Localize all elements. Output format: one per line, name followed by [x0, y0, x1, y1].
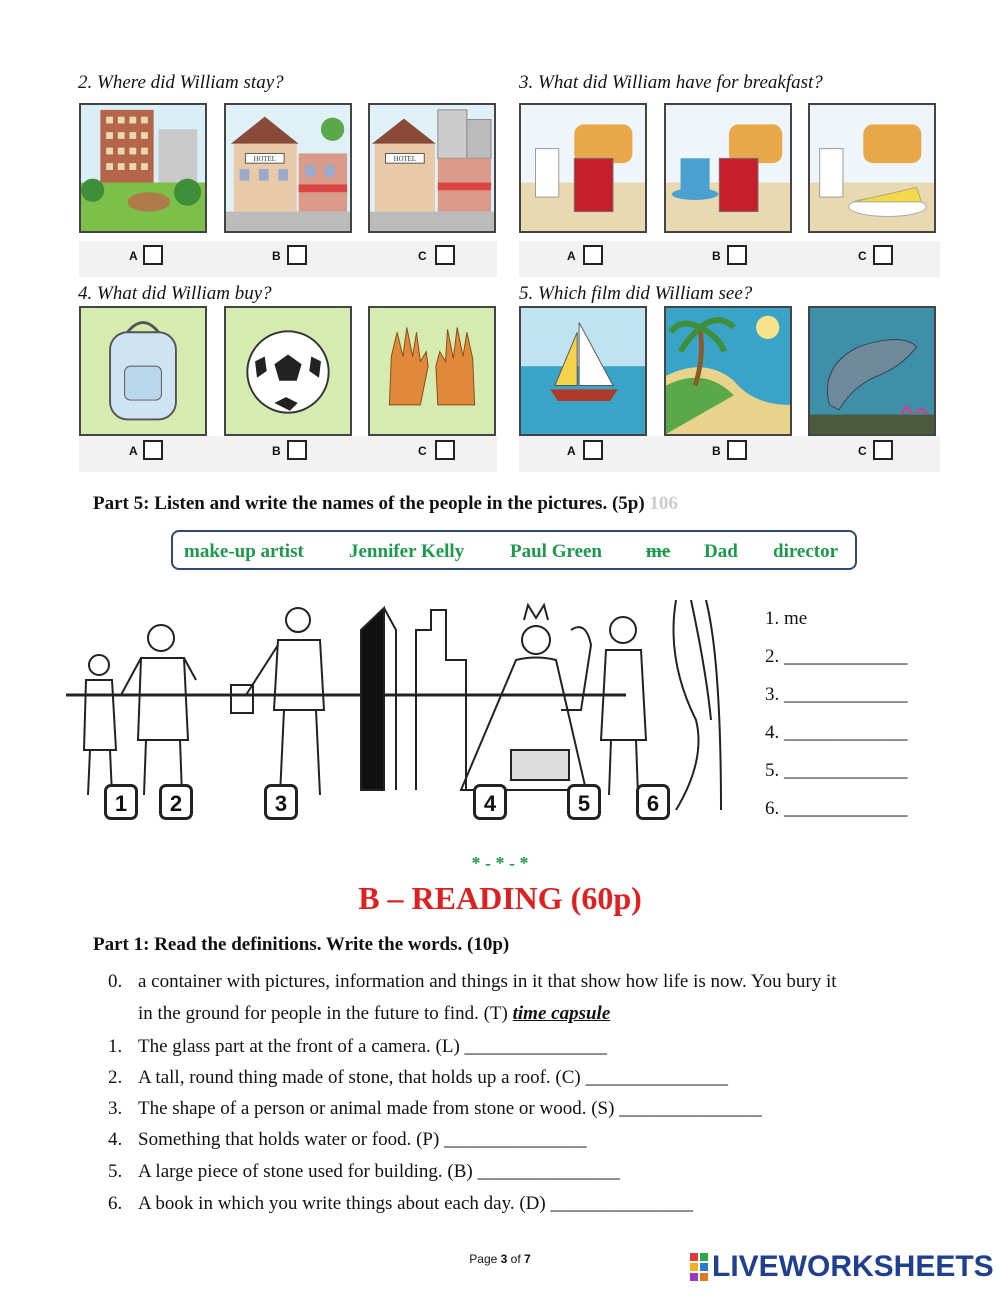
option-a-checkbox[interactable] — [583, 440, 603, 460]
part-5-heading — [93, 493, 678, 515]
item-number: 3. — [108, 1098, 123, 1119]
svg-text:HOTEL: HOTEL — [253, 156, 276, 164]
section-separator: * - * - * — [471, 853, 529, 873]
option-b-checkbox[interactable] — [727, 245, 747, 265]
option-label: A — [129, 249, 138, 263]
item-number: 2. — [108, 1067, 123, 1088]
option-b-checkbox[interactable] — [727, 440, 747, 460]
example-line-1: a container with pictures, information and things in it that show how life is now. You bury it — [138, 971, 837, 992]
example-answer: time capsule — [512, 1003, 611, 1024]
answer-line-3[interactable]: 3. _____________ — [765, 684, 908, 705]
footer-prefix: Page — [469, 1252, 501, 1266]
option-label: C — [418, 249, 427, 263]
option-c-checkbox[interactable] — [435, 440, 455, 460]
person-number: 2 — [159, 784, 193, 820]
liveworksheets-logo[interactable] — [690, 1252, 994, 1282]
milk-bread-jam-picture — [519, 103, 647, 233]
word-item: Paul Green — [510, 541, 603, 562]
question-2-options — [79, 241, 497, 277]
option-a-checkbox[interactable] — [143, 245, 163, 265]
logo-text: LIVEWORKSHEETS — [712, 1250, 994, 1283]
hotel-picture — [224, 103, 352, 233]
milk-bread-cheese-picture — [808, 103, 936, 233]
backpack-picture — [79, 306, 207, 436]
question-4-title: 4. What did William buy? — [78, 283, 272, 304]
option-label: A — [129, 444, 138, 458]
answer-line-4[interactable]: 4. _____________ — [765, 722, 908, 743]
option-label: A — [567, 249, 576, 263]
person-number: 5 — [567, 784, 601, 820]
item-text[interactable]: A large piece of stone used for building. (B) _______________ — [138, 1161, 620, 1182]
option-label: C — [858, 444, 867, 458]
option-label: B — [272, 444, 281, 458]
word-item: director — [773, 541, 839, 562]
item-text[interactable]: The glass part at the front of a camera. (L) _______________ — [138, 1036, 608, 1057]
question-5-title: 5. Which film did William see? — [519, 283, 753, 304]
part-1-title: Part 1: Read the definitions. Write the words. (10p) — [93, 934, 510, 955]
option-label: C — [858, 249, 867, 263]
option-a-checkbox[interactable] — [143, 440, 163, 460]
word-item: make-up artist — [184, 541, 304, 562]
question-2-title: 2. Where did William stay? — [78, 72, 284, 93]
example-number: 0. — [108, 971, 123, 992]
option-a-checkbox[interactable] — [583, 245, 603, 265]
answer-line-2[interactable]: 2. _____________ — [765, 646, 908, 667]
word-box — [171, 530, 857, 570]
person-number: 3 — [264, 784, 298, 820]
answer-line-1: 1. me — [765, 608, 808, 629]
answer-line-5[interactable]: 5. _____________ — [765, 760, 908, 781]
item-number: 5. — [108, 1161, 123, 1182]
item-text[interactable]: The shape of a person or animal made from stone or wood. (S) _______________ — [138, 1098, 762, 1119]
item-number: 1. — [108, 1036, 123, 1057]
option-b-checkbox[interactable] — [287, 440, 307, 460]
word-item: Jennifer Kelly — [349, 541, 465, 562]
part-5-title: Part 5: Listen and write the names of the people in the pictures. (5p) — [93, 493, 645, 514]
question-3-options — [519, 241, 940, 277]
question-5-options — [519, 436, 940, 472]
total-pages: 7 — [524, 1252, 531, 1266]
person-number: 1 — [104, 784, 138, 820]
item-text[interactable]: Something that holds water or food. (P) _______________ — [138, 1129, 587, 1150]
page-reference: 106 — [649, 493, 678, 514]
example-item-continued — [138, 1003, 610, 1025]
person-number: 4 — [473, 784, 507, 820]
footer-middle: of — [507, 1252, 525, 1266]
football-picture — [224, 306, 352, 436]
option-label: B — [712, 249, 721, 263]
option-b-checkbox[interactable] — [287, 245, 307, 265]
option-label: A — [567, 444, 576, 458]
question-4-options — [79, 436, 497, 472]
option-c-checkbox[interactable] — [873, 440, 893, 460]
person-number: 6 — [636, 784, 670, 820]
question-3-title: 3. What did William have for breakfast? — [519, 72, 823, 93]
option-label: B — [272, 249, 281, 263]
current-page: 3 — [500, 1252, 508, 1266]
section-title: B – READING (60p) — [358, 880, 642, 916]
item-number: 4. — [108, 1129, 123, 1150]
gloves-picture — [368, 306, 496, 436]
item-number: 6. — [108, 1193, 123, 1214]
example-line-2: in the ground for people in the future to find. (T) — [138, 1003, 508, 1024]
coffee-bread-jam-picture — [664, 103, 792, 233]
option-label: C — [418, 444, 427, 458]
hotel-cafe-city-picture — [368, 103, 496, 233]
option-c-checkbox[interactable] — [435, 245, 455, 265]
liveworksheets-logo-icon — [690, 1253, 708, 1281]
answer-line-6[interactable]: 6. _____________ — [765, 798, 908, 819]
island-palm-picture — [664, 306, 792, 436]
apartment-building-park-picture — [79, 103, 207, 233]
whale-picture — [808, 306, 936, 436]
item-text[interactable]: A tall, round thing made of stone, that holds up a roof. (C) _______________ — [138, 1067, 728, 1088]
item-text[interactable]: A book in which you write things about each day. (D) _______________ — [138, 1193, 693, 1214]
sailboat-picture — [519, 306, 647, 436]
svg-text:HOTEL: HOTEL — [393, 156, 416, 164]
option-label: B — [712, 444, 721, 458]
word-item: Dad — [704, 541, 738, 562]
word-item-crossed: me — [646, 541, 671, 562]
option-c-checkbox[interactable] — [873, 245, 893, 265]
